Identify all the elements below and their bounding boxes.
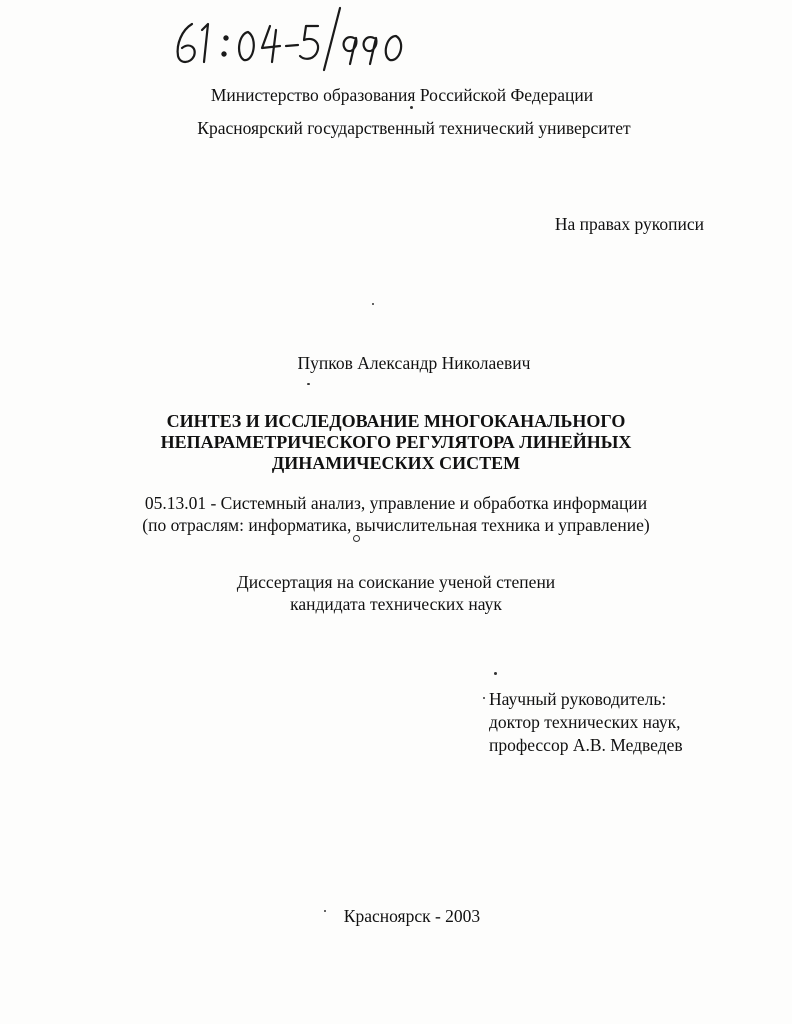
scan-speck	[307, 383, 310, 385]
specialty-block	[0, 492, 792, 536]
supervisor-degree: доктор технических наук,	[489, 712, 681, 732]
scan-speck	[324, 910, 326, 912]
scan-speck	[483, 697, 485, 699]
supervisor-label: Научный руководитель:	[489, 689, 667, 709]
scan-speck	[494, 672, 497, 675]
dissertation-line-2: кандидата технических наук	[290, 594, 502, 614]
city-year: Красноярск - 2003	[343, 906, 481, 926]
rights-note: На правах рукописи	[554, 214, 704, 234]
scan-speck	[353, 535, 360, 542]
handwritten-mark-drawing	[168, 4, 418, 76]
ministry-name: Министерство образования Российской Федерации	[210, 85, 594, 105]
dissertation-degree-block	[0, 571, 792, 615]
scan-speck	[410, 106, 413, 109]
dissertation-title	[0, 411, 792, 474]
specialty-line-2: (по отраслям: информатика, вычислительная техника и управление)	[142, 515, 650, 535]
title-line-3: ДИНАМИЧЕСКИХ СИСТЕМ	[271, 453, 521, 473]
title-line-2: НЕПАРАМЕТРИЧЕСКОГО РЕГУЛЯТОРА ЛИНЕЙНЫХ	[160, 432, 632, 452]
title-line-1: СИНТЕЗ И ИССЛЕДОВАНИЕ МНОГОКАНАЛЬНОГО	[166, 411, 626, 431]
specialty-line-1: 05.13.01 - Системный анализ, управление и обработка информации	[144, 493, 648, 513]
scan-speck	[372, 303, 374, 305]
supervisor-name: профессор А.В. Медведев	[489, 735, 683, 755]
author-name: Пупков Александр Николаевич	[297, 353, 531, 373]
dissertation-line-1: Диссертация на соискание ученой степени	[236, 572, 556, 592]
supervisor-block	[489, 688, 683, 757]
handwritten-archive-mark	[168, 4, 418, 76]
university-name: Красноярский государственный технический университет	[197, 118, 631, 138]
